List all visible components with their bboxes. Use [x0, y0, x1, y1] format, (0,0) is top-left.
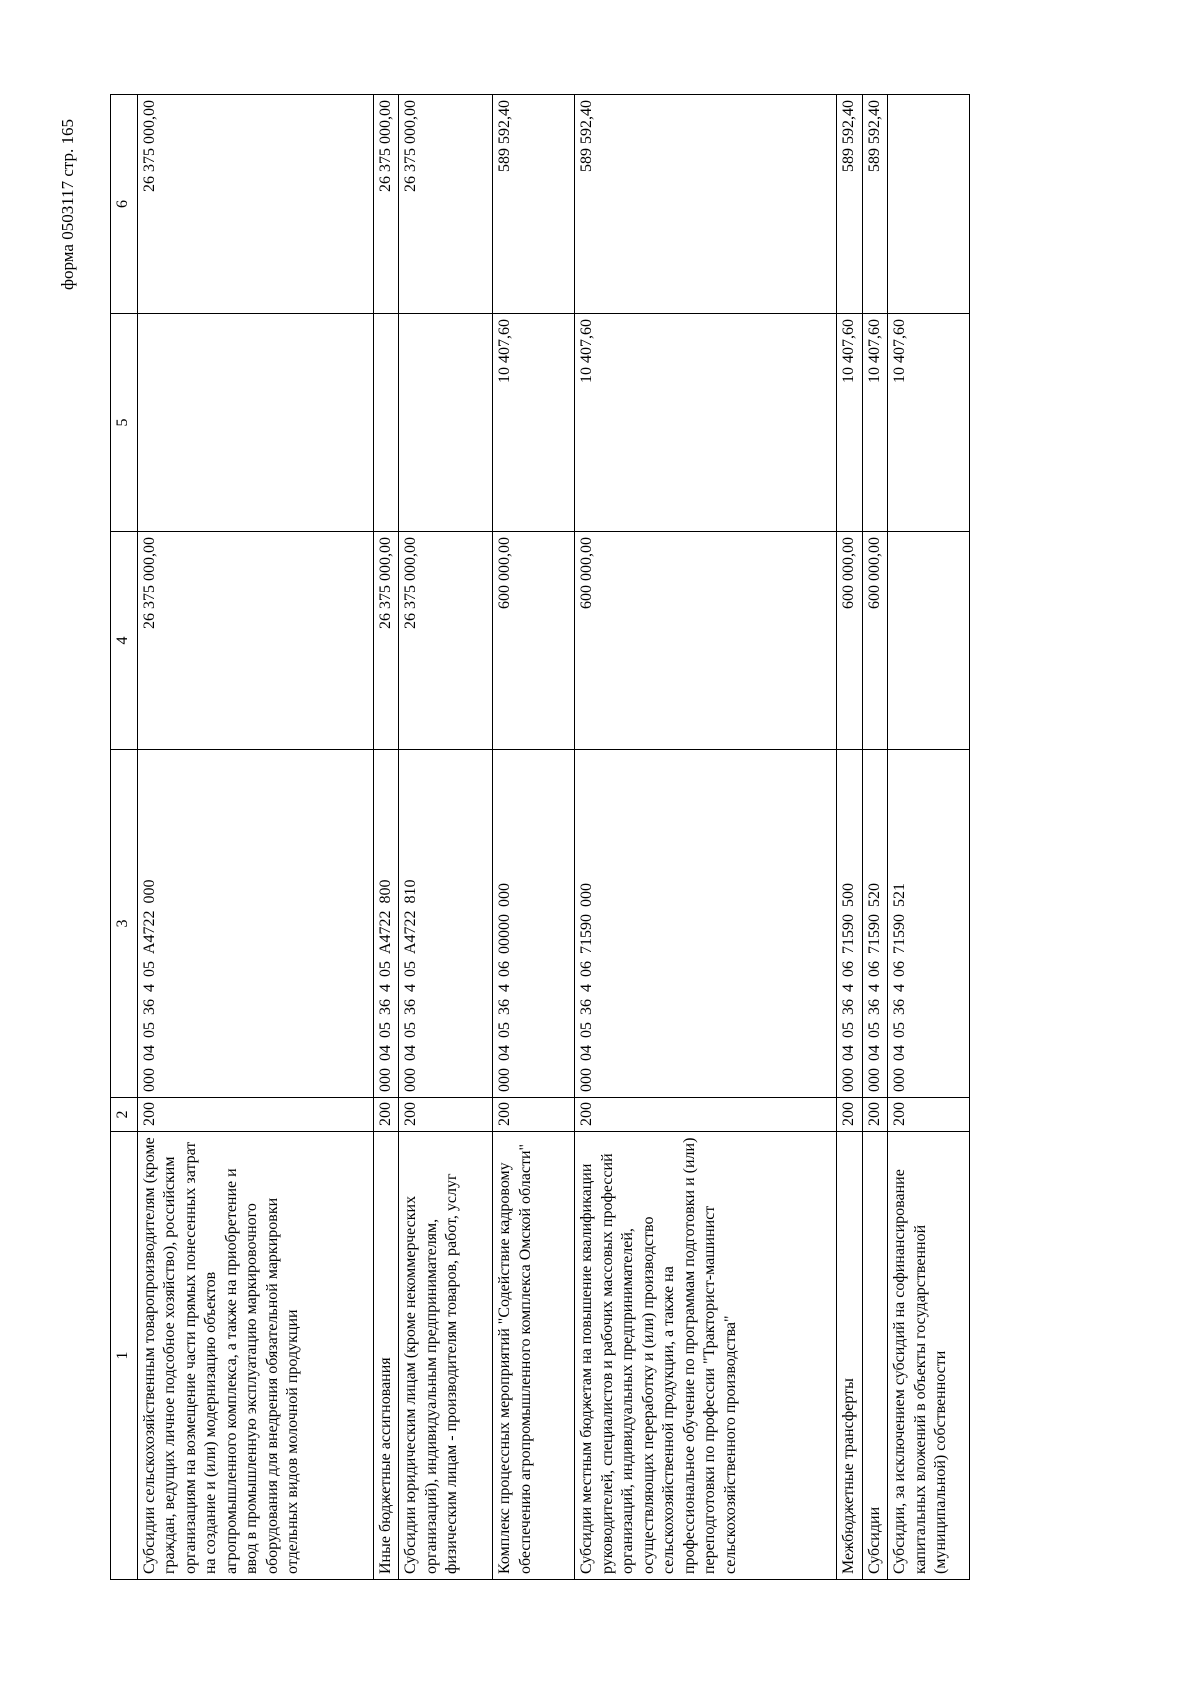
- budget-classification-code: 00004053640671590521: [888, 750, 970, 1098]
- line-code: 200: [138, 1098, 374, 1132]
- unexecuted-amount: 26 375 000,00: [374, 95, 399, 314]
- executed-amount: [399, 314, 493, 532]
- unexecuted-amount: 589 592,40: [575, 95, 837, 314]
- line-code: 200: [862, 1098, 887, 1132]
- line-code: 200: [374, 1098, 399, 1132]
- unexecuted-amount: 26 375 000,00: [399, 95, 493, 314]
- row-name: Субсидии юридическим лицам (кроме некоммерческих организаций), индивидуальным предпринимателям, физическим лицам - производителям товаров, работ, услуг: [399, 1132, 493, 1580]
- column-number-row: [111, 95, 138, 1580]
- table-row: [837, 95, 862, 1580]
- approved-amount: [888, 532, 970, 750]
- table-row: [399, 95, 493, 1580]
- unexecuted-amount: [888, 95, 970, 314]
- form-reference: форма 0503117 стр. 165: [58, 119, 77, 290]
- line-code: 200: [837, 1098, 862, 1132]
- row-name: Субсидии местным бюджетам на повышение квалификации руководителей, специалистов и рабочих массовых профессий организаций, индивидуальных предпринимателей, осуществляющих переработку и (или) производство сельскохозяйственной продукции, а также на профессиональное обучение по программам подготовки и (или) переподготовки по профессии "Тракторист-машинист сельскохозяйственного производства": [575, 1132, 837, 1580]
- row-name: Субсидии, за исключением субсидий на софинансирование капитальных вложений в объекты государственной (муниципальной) собственности: [888, 1132, 970, 1580]
- executed-amount: [138, 314, 374, 532]
- header-col-3: 3: [111, 750, 138, 1098]
- approved-amount: 600 000,00: [837, 532, 862, 750]
- approved-amount: 26 375 000,00: [399, 532, 493, 750]
- approved-amount: 600 000,00: [575, 532, 837, 750]
- budget-classification-code: 000040536405А4722000: [138, 750, 374, 1098]
- executed-amount: 10 407,60: [837, 314, 862, 532]
- approved-amount: 600 000,00: [493, 532, 575, 750]
- budget-classification-code: 00004053640671590500: [837, 750, 862, 1098]
- header-col-6: 6: [111, 95, 138, 314]
- approved-amount: 600 000,00: [862, 532, 887, 750]
- header-col-2: 2: [111, 1098, 138, 1132]
- budget-classification-code: 00004053640600000000: [493, 750, 575, 1098]
- executed-amount: [374, 314, 399, 532]
- line-code: 200: [575, 1098, 837, 1132]
- unexecuted-amount: 589 592,40: [862, 95, 887, 314]
- header-col-4: 4: [111, 532, 138, 750]
- table-row: [493, 95, 575, 1580]
- approved-amount: 26 375 000,00: [138, 532, 374, 750]
- budget-classification-code: 000040536405А4722800: [374, 750, 399, 1098]
- table-row: [888, 95, 970, 1580]
- budget-classification-code: 000040536405А4722810: [399, 750, 493, 1098]
- header-col-1: 1: [111, 1132, 138, 1580]
- row-name: Субсидии сельскохозяйственным товаропроизводителям (кроме граждан, ведущих личное подсобное хозяйство), российским организациям на возмещение части прямых понесенных затрат на создание и (или) модернизацию объектов агропромышленного комплекса, а также на приобретение и ввод в промышленную эксплуатацию маркировочного оборудования для внедрения обязательной маркировки отдельных видов молочной продукции: [138, 1132, 374, 1580]
- row-name: Иные бюджетные ассигнования: [374, 1132, 399, 1580]
- budget-classification-code: 00004053640671590520: [862, 750, 887, 1098]
- executed-amount: 10 407,60: [575, 314, 837, 532]
- table-row: [575, 95, 837, 1580]
- unexecuted-amount: 589 592,40: [837, 95, 862, 314]
- header-col-5: 5: [111, 314, 138, 532]
- executed-amount: 10 407,60: [493, 314, 575, 532]
- table-row: [138, 95, 374, 1580]
- executed-amount: 10 407,60: [862, 314, 887, 532]
- approved-amount: 26 375 000,00: [374, 532, 399, 750]
- executed-amount: 10 407,60: [888, 314, 970, 532]
- line-code: 200: [888, 1098, 970, 1132]
- row-name: Межбюджетные трансферты: [837, 1132, 862, 1580]
- rotated-page: [50, 95, 1120, 1580]
- budget-classification-code: 00004053640671590000: [575, 750, 837, 1098]
- row-name: Комплекс процессных мероприятий "Содействие кадровому обеспечению агропромышленного комплекса Омской области": [493, 1132, 575, 1580]
- budget-execution-table: [110, 94, 970, 1580]
- line-code: 200: [493, 1098, 575, 1132]
- unexecuted-amount: 26 375 000,00: [138, 95, 374, 314]
- table-row: [374, 95, 399, 1580]
- line-code: 200: [399, 1098, 493, 1132]
- row-name: Субсидии: [862, 1132, 887, 1580]
- table-row: [862, 95, 887, 1580]
- unexecuted-amount: 589 592,40: [493, 95, 575, 314]
